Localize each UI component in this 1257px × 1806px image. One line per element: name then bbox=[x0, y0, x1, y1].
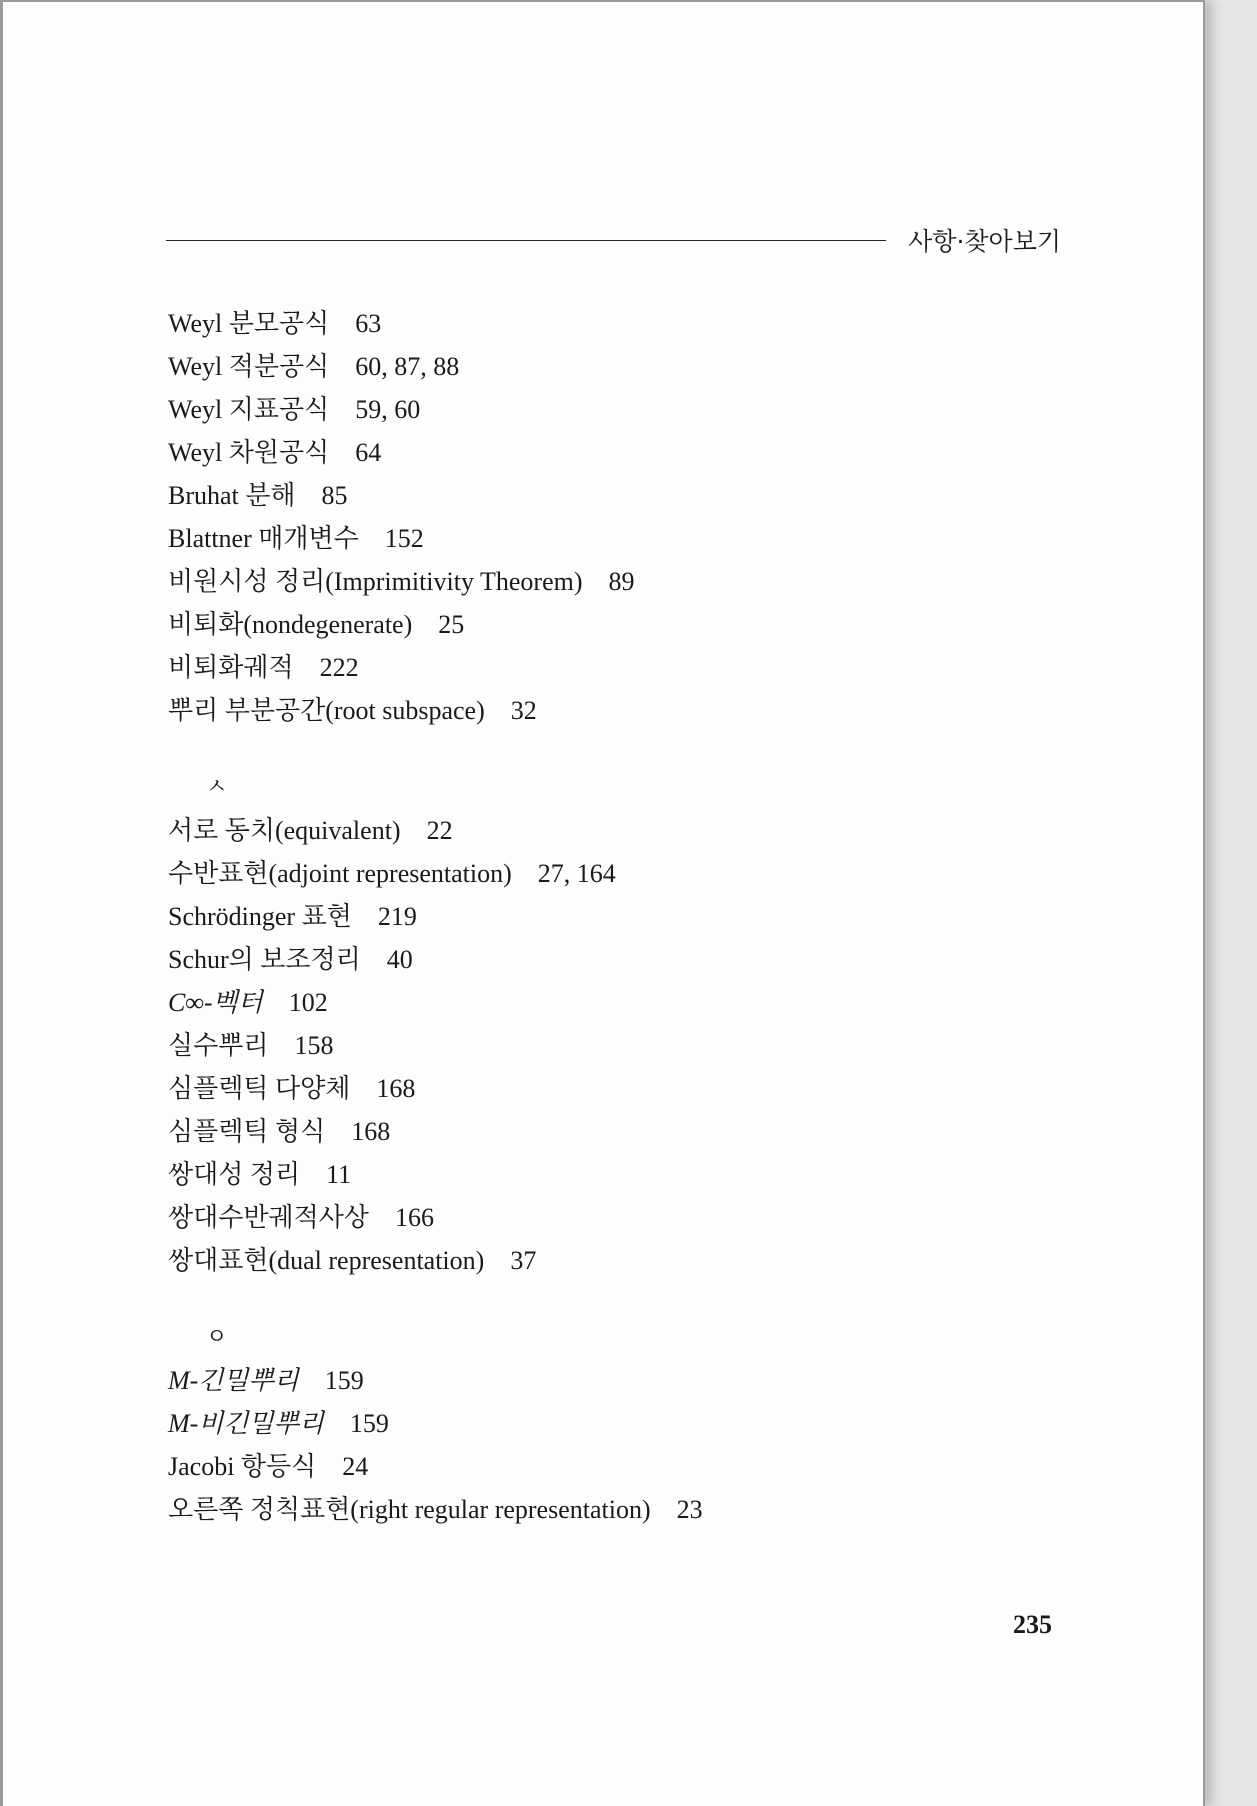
index-pages: 22 bbox=[426, 816, 453, 845]
index-list bbox=[168, 302, 1048, 1531]
index-term: Schrödinger 표현 bbox=[168, 902, 352, 931]
index-pages: 222 bbox=[319, 653, 359, 682]
index-entry bbox=[168, 431, 1048, 474]
index-term: 비퇴화궤적 bbox=[168, 653, 294, 682]
index-term: Weyl 분모공식 bbox=[168, 309, 330, 338]
index-pages: 40 bbox=[386, 945, 413, 974]
index-term: 뿌리 부분공간(root subspace) bbox=[168, 696, 485, 725]
index-entry bbox=[168, 852, 1048, 895]
index-entry bbox=[168, 981, 1048, 1024]
index-pages: 159 bbox=[349, 1409, 389, 1438]
index-entry bbox=[168, 388, 1048, 431]
index-term: Weyl 차원공식 bbox=[168, 438, 330, 467]
index-entry bbox=[168, 1239, 1048, 1282]
index-entry bbox=[168, 517, 1048, 560]
group-heading-s: ㅅ bbox=[206, 775, 228, 800]
section-gap bbox=[168, 1282, 1048, 1316]
index-pages: 159 bbox=[324, 1366, 364, 1395]
index-term: M-비긴밀뿌리 bbox=[168, 1409, 324, 1438]
index-pages: 60, 87, 88 bbox=[355, 352, 460, 381]
index-pages: 24 bbox=[342, 1452, 369, 1481]
index-pages: 158 bbox=[294, 1031, 334, 1060]
index-entry bbox=[168, 809, 1048, 852]
index-term: 서로 동치(equivalent) bbox=[168, 816, 401, 845]
index-term: Weyl 지표공식 bbox=[168, 395, 330, 424]
group-heading-o: ㅇ bbox=[206, 1325, 228, 1350]
section-gap bbox=[168, 732, 1048, 766]
index-entry bbox=[168, 1153, 1048, 1196]
index-term: 실수뿌리 bbox=[168, 1031, 269, 1060]
index-entry bbox=[168, 895, 1048, 938]
index-pages: 102 bbox=[288, 988, 328, 1017]
index-entry bbox=[168, 1110, 1048, 1153]
index-entry bbox=[168, 1488, 1048, 1531]
index-pages: 63 bbox=[355, 309, 382, 338]
index-pages: 168 bbox=[351, 1117, 391, 1146]
index-term: C∞-벡터 bbox=[168, 988, 263, 1017]
index-entry bbox=[168, 603, 1048, 646]
index-entry bbox=[168, 1024, 1048, 1067]
index-term: 쌍대성 정리 bbox=[168, 1160, 301, 1189]
index-pages: 27, 164 bbox=[537, 859, 616, 888]
index-pages: 59, 60 bbox=[355, 395, 421, 424]
index-pages: 219 bbox=[377, 902, 417, 931]
index-entry bbox=[168, 1196, 1048, 1239]
index-term: M-긴밀뿌리 bbox=[168, 1366, 299, 1395]
index-pages: 64 bbox=[355, 438, 382, 467]
index-entry bbox=[168, 1067, 1048, 1110]
index-entry bbox=[168, 1402, 1048, 1445]
index-entry bbox=[168, 474, 1048, 517]
index-term: Jacobi 항등식 bbox=[168, 1452, 317, 1481]
index-pages: 23 bbox=[676, 1495, 703, 1524]
index-term: 쌍대표현(dual representation) bbox=[168, 1246, 485, 1275]
index-term: Bruhat 분해 bbox=[168, 481, 296, 510]
index-entry bbox=[168, 560, 1048, 603]
index-entry bbox=[168, 689, 1048, 732]
index-term: 비퇴화(nondegenerate) bbox=[168, 610, 413, 639]
index-term: Blattner 매개변수 bbox=[168, 524, 359, 553]
index-entry bbox=[168, 646, 1048, 689]
index-entry bbox=[168, 1359, 1048, 1402]
index-term: Weyl 적분공식 bbox=[168, 352, 330, 381]
index-term: Schur의 보조정리 bbox=[168, 945, 361, 974]
index-term: 비원시성 정리(Imprimitivity Theorem) bbox=[168, 567, 583, 596]
index-term: 심플렉틱 형식 bbox=[168, 1117, 326, 1146]
index-pages: 37 bbox=[510, 1246, 537, 1275]
index-pages: 85 bbox=[321, 481, 348, 510]
index-entry bbox=[168, 302, 1048, 345]
index-pages: 11 bbox=[326, 1160, 352, 1189]
index-pages: 25 bbox=[438, 610, 465, 639]
index-pages: 89 bbox=[608, 567, 635, 596]
index-term: 수반표현(adjoint representation) bbox=[168, 859, 512, 888]
index-pages: 152 bbox=[384, 524, 424, 553]
header-rule bbox=[166, 240, 886, 241]
index-entry bbox=[168, 345, 1048, 388]
index-term: 심플렉틱 다양체 bbox=[168, 1074, 351, 1103]
index-pages: 32 bbox=[510, 696, 537, 725]
page-number: 235 bbox=[1013, 1610, 1052, 1639]
header-title: 사항·찾아보기 bbox=[908, 227, 1061, 256]
index-pages: 166 bbox=[394, 1203, 434, 1232]
index-entry bbox=[168, 938, 1048, 981]
index-term: 오른쪽 정칙표현(right regular representation) bbox=[168, 1495, 651, 1524]
index-entry bbox=[168, 1445, 1048, 1488]
running-header bbox=[166, 222, 1061, 258]
index-pages: 168 bbox=[376, 1074, 416, 1103]
index-term: 쌍대수반궤적사상 bbox=[168, 1203, 369, 1232]
